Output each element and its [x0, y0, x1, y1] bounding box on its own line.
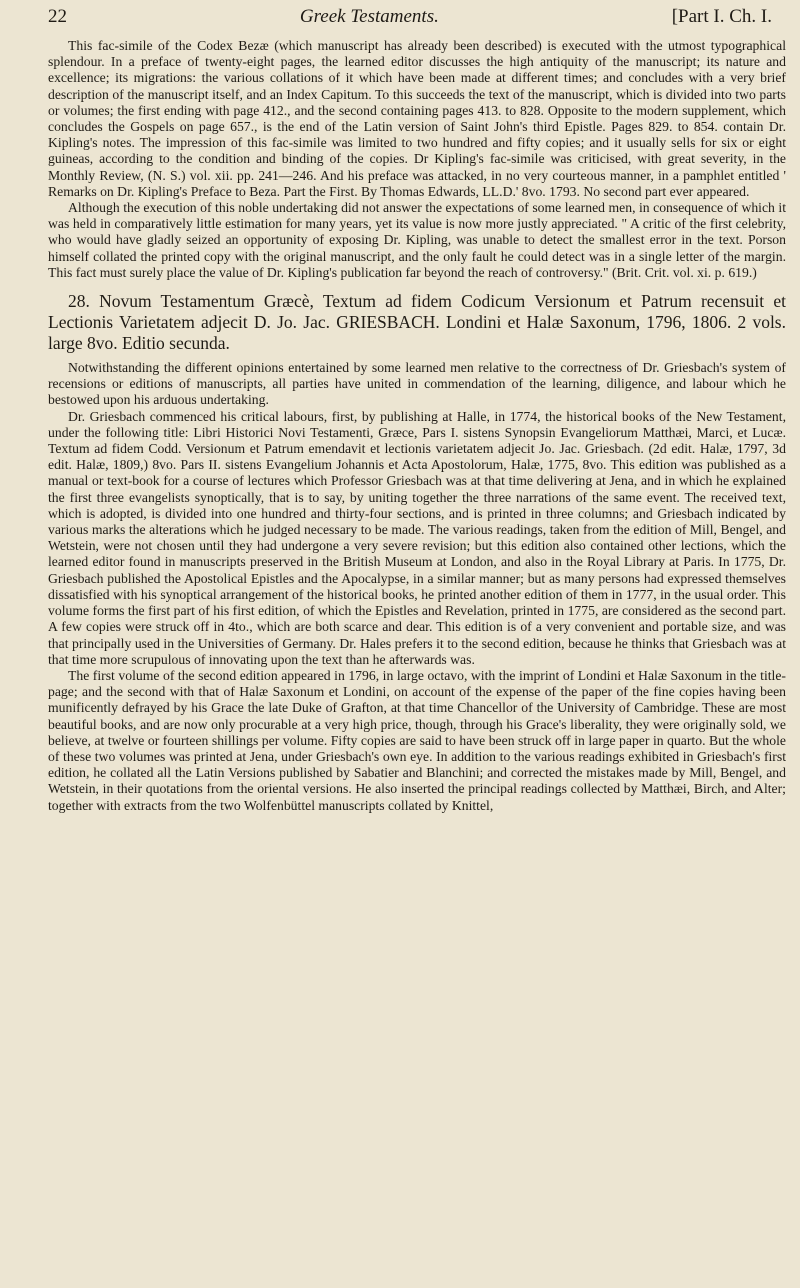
paragraph-griesbach-first-edition: Dr. Griesbach commenced his critical labours, first, by publishing at Halle, in 1774, the historical books of the New Testament, under the following title: Libri Historici Novi Testamenti, Græce, Pars I. sistens Synopsin Evangeliorum Matthæi, Marci, et Lucæ. Textum ad fidem Codd. Versionum et Patrum emendavit et lectionis varietatem adjecit Jo. Jac. Griesbach. (2d edit. Halæ, 1797, 3d edit. Halæ, 1809,) 8vo. Pars II. sistens Evangelium Johannis et Acta Apostolorum, Halæ, 1775, 8vo. This edition was published as a manual or text-book for a course of lectures which Professor Griesbach was at that time delivering at Jena, and in which he explained the first three evangelists synoptically, that is to say, by uniting together the three narrations of the same event. The received text, which is adopted, is divided into one hundred and thirty-four sections, and is printed in three columns; and Griesbach indicated by various marks the alterations which he judged necessary to be made. The various readings, taken from the edition of Mill, Bengel, and Wetstein, were not chosen until they had undergone a very severe revision; but this edition also contained other lections, which the learned editor found in manuscripts preserved in the British Museum at London, and also in the Royal Library at Paris. In 1775, Dr. Griesbach published the Apostolical Epistles and the Apocalypse, in a similar manner; but as many persons had expressed themselves dissatisfied with his synoptical arrangement of the historical books, he printed another edition of them in 1777, in the usual order. This volume forms the first part of his first edition, of which the Epistles and Revelation, printed in 1775, are considered as the second part. A few copies were struck off in 4to., which are both scarce and dear. This edition is of a very convenient and portable size, and was that principally used in the Universities of Germany. Dr. Hales prefers it to the second edition, because he thinks that Griesbach was at that time more scrupulous of innovating upon the text than he afterwards was. — [48, 408, 786, 667]
running-head — [48, 6, 786, 38]
running-title: Greek Testaments. — [299, 6, 439, 27]
paragraph-griesbach-intro: Notwithstanding the different opinions entertained by some learned men relative to the correctness of Dr. Griesbach's system of recensions or editions of manuscripts, all parties have united in commendation of the learning, diligence, and labour which he bestowed upon his arduous undertaking. — [48, 360, 786, 408]
paragraph-griesbach-second-edition: The first volume of the second edition appeared in 1796, in large octavo, with the imprint of Londini et Halæ Saxonum in the title-page; and the second with that of Halæ Saxonum et Londini, on account of the expense of the paper of the fine copies having been munificently defrayed by his Grace the late Duke of Grafton, at that time Chancellor of the University of Cambridge. These are most beautiful books, and are now only procurable at a very high price, though, through his Grace's liberality, they were originally sold, we believe, at twelve or fourteen shillings per volume. Fifty copies are said to have been struck off in large paper in quarto. But the whole of these two volumes was printed at Jena, under Griesbach's own eye. In addition to the various readings exhibited in Griesbach's first edition, he collated all the Latin Versions published by Sabatier and Blanchini; and corrected the mistakes made by Mill, Bengel, and Wetstein, in their quotations from the oriental versions. He also inserted the principal readings collected by Matthæi, Birch, and Alter; together with extracts from the two Wolfenbüttel manuscripts collated by Knittel, — [48, 667, 786, 813]
part-chapter: [Part I. Ch. I. — [671, 6, 772, 27]
paragraph-kipling-reception: Although the execution of this noble undertaking did not answer the expectations of some learned men, in consequence of which it was held in comparatively little estimation for many years, yet its value is now more justly appreciated. " A critic of the first celebrity, who would have gladly seized an opportunity of exposing Dr. Kipling, was unable to detect the smallest error in the text. Porson himself collated the printed copy with the original manuscript, and the only fault he could detect was in a single letter of the margin. This fact must surely place the value of Dr. Kipling's publication far beyond the reach of controversy." (Brit. Crit. vol. xi. p. 619.) — [48, 200, 786, 280]
entry-28-heading: 28. Novum Testamentum Græcè, Textum ad fidem Codicum Versionum et Patrum recensuit et Lectionis Varietatem adjecit D. Jo. Jac. GRIESBACH. Londini et Halæ Saxonum, 1796, 1806. 2 vols. large 8vo. Editio secunda. — [48, 291, 786, 354]
paragraph-codex-bezae: This fac-simile of the Codex Bezæ (which manuscript has already been described) is executed with the utmost typographical splendour. In a preface of twenty-eight pages, the learned editor discusses the high antiquity of the manuscript; its nature and excellence; its migrations: the various collations of it which have been made at different times; and concludes with a very brief description of the manuscript itself, and an Index Capitum. To this succeeds the text of the manuscript, which is divided into two parts or volumes; the first ending with page 412., and the second containing pages 413. to 828. Opposite to the modern supplement, which concludes the Gospels on page 657., is the end of the Latin version of Saint John's third Epistle. Pages 829. to 854. contain Dr. Kipling's notes. The impression of this fac-simile was limited to two hundred and fifty copies; and it usually sells for six or eight guineas, according to the condition and binding of the copies. Dr Kipling's fac-simile was criticised, with great severity, in the Monthly Review, (N. S.) vol. xii. pp. 241—246. And his preface was attacked, in no very courteous manner, in a pamphlet entitled ' Remarks on Dr. Kipling's Preface to Beza. Part the First. By Thomas Edwards, LL.D.' 8vo. 1793. No second part ever appeared. — [48, 38, 786, 199]
page-number: 22 — [48, 6, 67, 27]
